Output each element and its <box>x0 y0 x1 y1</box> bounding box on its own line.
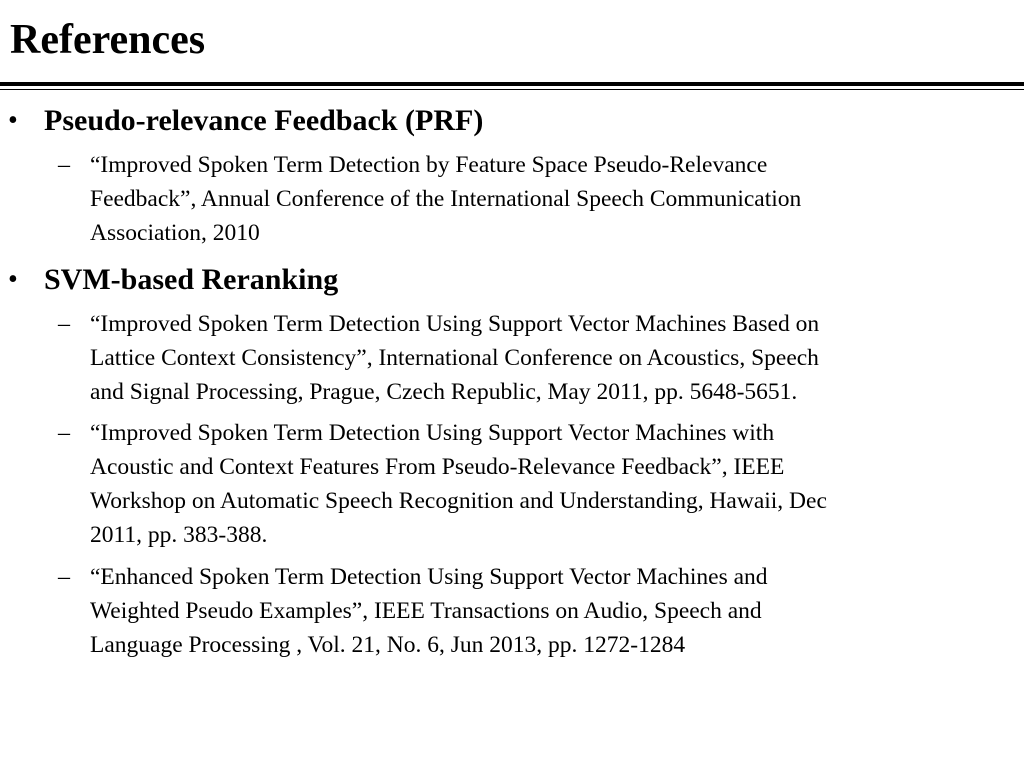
reference-line: and Signal Processing, Prague, Czech Republic, May 2011, pp. 5648-5651. <box>90 379 798 405</box>
section-heading-svm: SVM-based Reranking <box>44 263 339 296</box>
title-divider-thick <box>0 82 1024 86</box>
bullet-marker: • <box>8 264 18 295</box>
reference-text <box>90 148 1000 250</box>
reference-line: 2011, pp. 383-388. <box>90 522 268 548</box>
reference-text <box>90 416 1000 552</box>
reference-text <box>90 307 1000 409</box>
reference-line: Lattice Context Consistency”, International Conference on Acoustics, Speech <box>90 345 819 371</box>
reference-line: Language Processing , Vol. 21, No. 6, Jun 2013, pp. 1272-1284 <box>90 632 686 658</box>
section-heading-prf: Pseudo-relevance Feedback (PRF) <box>44 104 484 137</box>
reference-text <box>90 560 1000 662</box>
bullet-marker: • <box>8 105 18 136</box>
dash-marker: – <box>58 311 70 337</box>
reference-line: “Improved Spoken Term Detection Using Support Vector Machines Based on <box>90 311 820 337</box>
reference-line: “Improved Spoken Term Detection Using Support Vector Machines with <box>90 420 775 446</box>
reference-line: Workshop on Automatic Speech Recognition and Understanding, Hawaii, Dec <box>90 488 827 514</box>
reference-line: Association, 2010 <box>90 220 260 246</box>
dash-marker: – <box>58 152 70 178</box>
reference-line: Weighted Pseudo Examples”, IEEE Transactions on Audio, Speech and <box>90 598 762 624</box>
slide-title: References <box>10 17 206 63</box>
reference-line: “Improved Spoken Term Detection by Feature Space Pseudo-Relevance <box>90 152 768 178</box>
reference-line: Acoustic and Context Features From Pseudo-Relevance Feedback”, IEEE <box>90 454 785 480</box>
reference-line: Feedback”, Annual Conference of the International Speech Communication <box>90 186 802 212</box>
dash-marker: – <box>58 420 70 446</box>
title-divider-thin <box>0 89 1024 90</box>
dash-marker: – <box>58 564 70 590</box>
reference-line: “Enhanced Spoken Term Detection Using Support Vector Machines and <box>90 564 768 590</box>
